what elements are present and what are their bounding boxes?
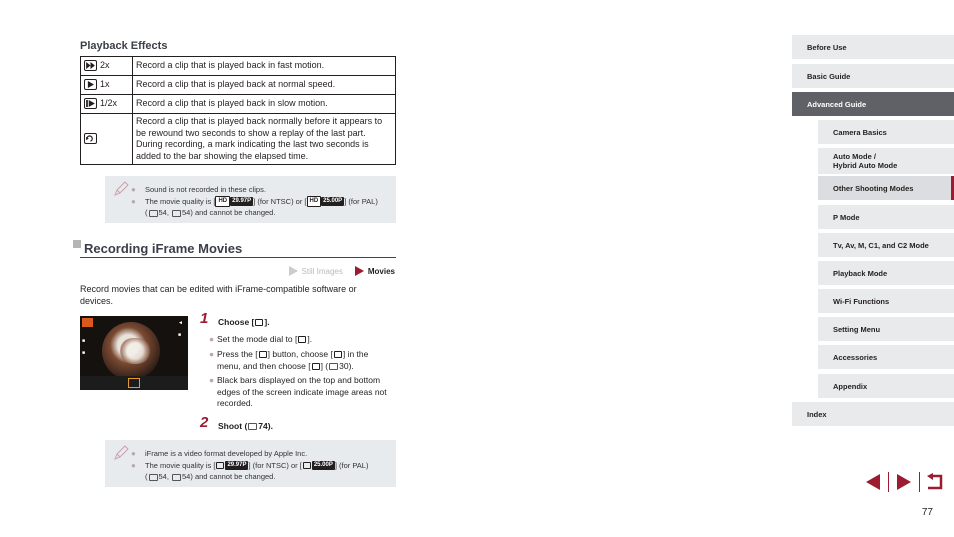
sidebar-item-appendix[interactable]: Appendix	[818, 374, 954, 398]
sidebar-item-camera-basics[interactable]: Camera Basics	[818, 120, 954, 144]
note-box: ● iFrame is a video format developed by Apple Inc. ● The movie quality is [ 29.97P ] (for NTSC) or [ 25.00P ] (for PAL) ( 54, 54) and cannot be changed.	[105, 440, 396, 487]
return-icon	[925, 473, 945, 491]
effect-description: Record a clip that is played back normally before it appears to be rewound two seconds to show a replay of the last part. During recording, a mark indicating the last two seconds is added to the bar showing the elapsed time.	[133, 114, 396, 165]
sidebar-item-auto-mode[interactable]: Auto Mode / Hybrid Auto Mode	[818, 148, 954, 174]
sidebar-item-setting-menu[interactable]: Setting Menu	[818, 317, 954, 341]
pencil-icon	[113, 181, 129, 197]
iframe-icon	[255, 319, 263, 326]
section-title: Playback Effects	[80, 40, 168, 52]
camera-menu-bar	[80, 376, 188, 390]
step-number: 2	[200, 414, 209, 431]
heading-title: Recording iFrame Movies	[84, 241, 243, 256]
step-heading: Choose [ ].	[218, 317, 270, 327]
note-box: ● Sound is not recorded in these clips. ● The movie quality is [ HD 29.97P ] (for NTSC) or [ HD 25.00P ] (for PAL) ( 54, 54) and cannot be changed.	[105, 176, 396, 223]
mode-movies: Movies	[367, 266, 395, 276]
hd-badge: HD	[307, 196, 322, 207]
mode-indicator	[289, 266, 395, 276]
quality-badge: 29.97P	[232, 198, 252, 205]
intro-text: Record movies that can be edited with iFrame-compatible software or devices.	[80, 284, 357, 306]
table-row	[81, 114, 396, 165]
note-text: The movie quality is [	[145, 196, 216, 206]
slow-play-icon	[84, 98, 97, 109]
book-icon	[172, 474, 181, 481]
step-bullet: ● Set the mode dial to [ ].	[209, 334, 313, 344]
camera-screen-image: ■ ■ ◄ ■	[80, 316, 188, 390]
step-bullet: ● Black bars displayed on the top and bottom edges of the screen indicate image areas not recorded.	[209, 375, 387, 408]
book-icon	[248, 423, 257, 430]
arrow-icon	[355, 266, 364, 276]
note-text: The movie quality is [	[145, 460, 216, 470]
step-heading: Shoot ( 74).	[218, 421, 273, 431]
sidebar-item-basic-guide[interactable]: Basic Guide	[792, 64, 954, 88]
movie-mode-icon	[298, 336, 306, 343]
sidebar-nav	[792, 0, 954, 537]
iframe-icon	[216, 462, 224, 469]
book-icon	[149, 210, 158, 217]
sidebar-item-other-shooting-modes[interactable]: Other Shooting Modes	[818, 176, 954, 200]
effect-description: Record a clip that is played back at normal speed.	[133, 76, 396, 95]
effect-description: Record a clip that is played back in fast motion.	[133, 57, 396, 76]
replay-icon	[84, 133, 97, 144]
speed-label: 2x	[100, 60, 110, 71]
effect-description: Record a clip that is played back in slow motion.	[133, 95, 396, 114]
note-text: Sound is not recorded in these clips.	[145, 185, 266, 194]
book-icon	[172, 210, 181, 217]
heading-marker	[73, 240, 81, 248]
playback-effects-table	[80, 56, 396, 165]
sidebar-item-accessories[interactable]: Accessories	[818, 345, 954, 369]
iframe-icon	[312, 363, 320, 370]
hd-badge: HD	[215, 196, 230, 207]
note-text: iFrame is a video format developed by Apple Inc.	[145, 449, 308, 458]
movie-mode-icon	[334, 351, 342, 358]
speed-label: 1x	[100, 79, 110, 90]
prev-page-icon	[864, 473, 882, 491]
book-icon	[329, 363, 338, 370]
quality-badge: 29.97P	[227, 462, 247, 469]
pencil-icon	[113, 445, 129, 461]
next-page-button[interactable]	[891, 472, 917, 492]
quality-badge: 25.00P	[313, 462, 333, 469]
table-row	[81, 95, 396, 114]
step-number: 1	[200, 310, 209, 327]
sidebar-item-tv-av-m[interactable]: Tv, Av, M, C1, and C2 Mode	[818, 233, 954, 257]
iframe-icon	[303, 462, 311, 469]
table-row	[81, 76, 396, 95]
divider	[80, 257, 396, 258]
mode-still-images: Still Images	[301, 266, 343, 276]
quality-badge: 25.00P	[323, 198, 343, 205]
func-set-icon	[259, 351, 267, 358]
sidebar-item-p-mode[interactable]: P Mode	[818, 205, 954, 229]
sidebar-item-index[interactable]: Index	[792, 402, 954, 426]
speed-label: 1/2x	[100, 98, 118, 109]
sidebar-item-advanced-guide[interactable]: Advanced Guide	[792, 92, 954, 116]
fast-forward-icon	[84, 60, 97, 71]
next-page-icon	[895, 473, 913, 491]
sidebar-item-playback-mode[interactable]: Playback Mode	[818, 261, 954, 285]
return-button[interactable]	[922, 472, 948, 492]
play-icon	[84, 79, 97, 90]
table-row	[81, 57, 396, 76]
page-number: 77	[921, 507, 933, 518]
page-navigation	[860, 472, 948, 492]
mode-icon	[82, 318, 93, 327]
arrow-icon	[289, 266, 298, 276]
step-bullet: ● Press the [ ] button, choose [ ] in the menu, and then choose [ ] ( 30).	[209, 349, 369, 371]
prev-page-button[interactable]	[860, 472, 886, 492]
book-icon	[149, 474, 158, 481]
sidebar-item-before-use[interactable]: Before Use	[792, 35, 954, 59]
sidebar-item-wifi-functions[interactable]: Wi-Fi Functions	[818, 289, 954, 313]
